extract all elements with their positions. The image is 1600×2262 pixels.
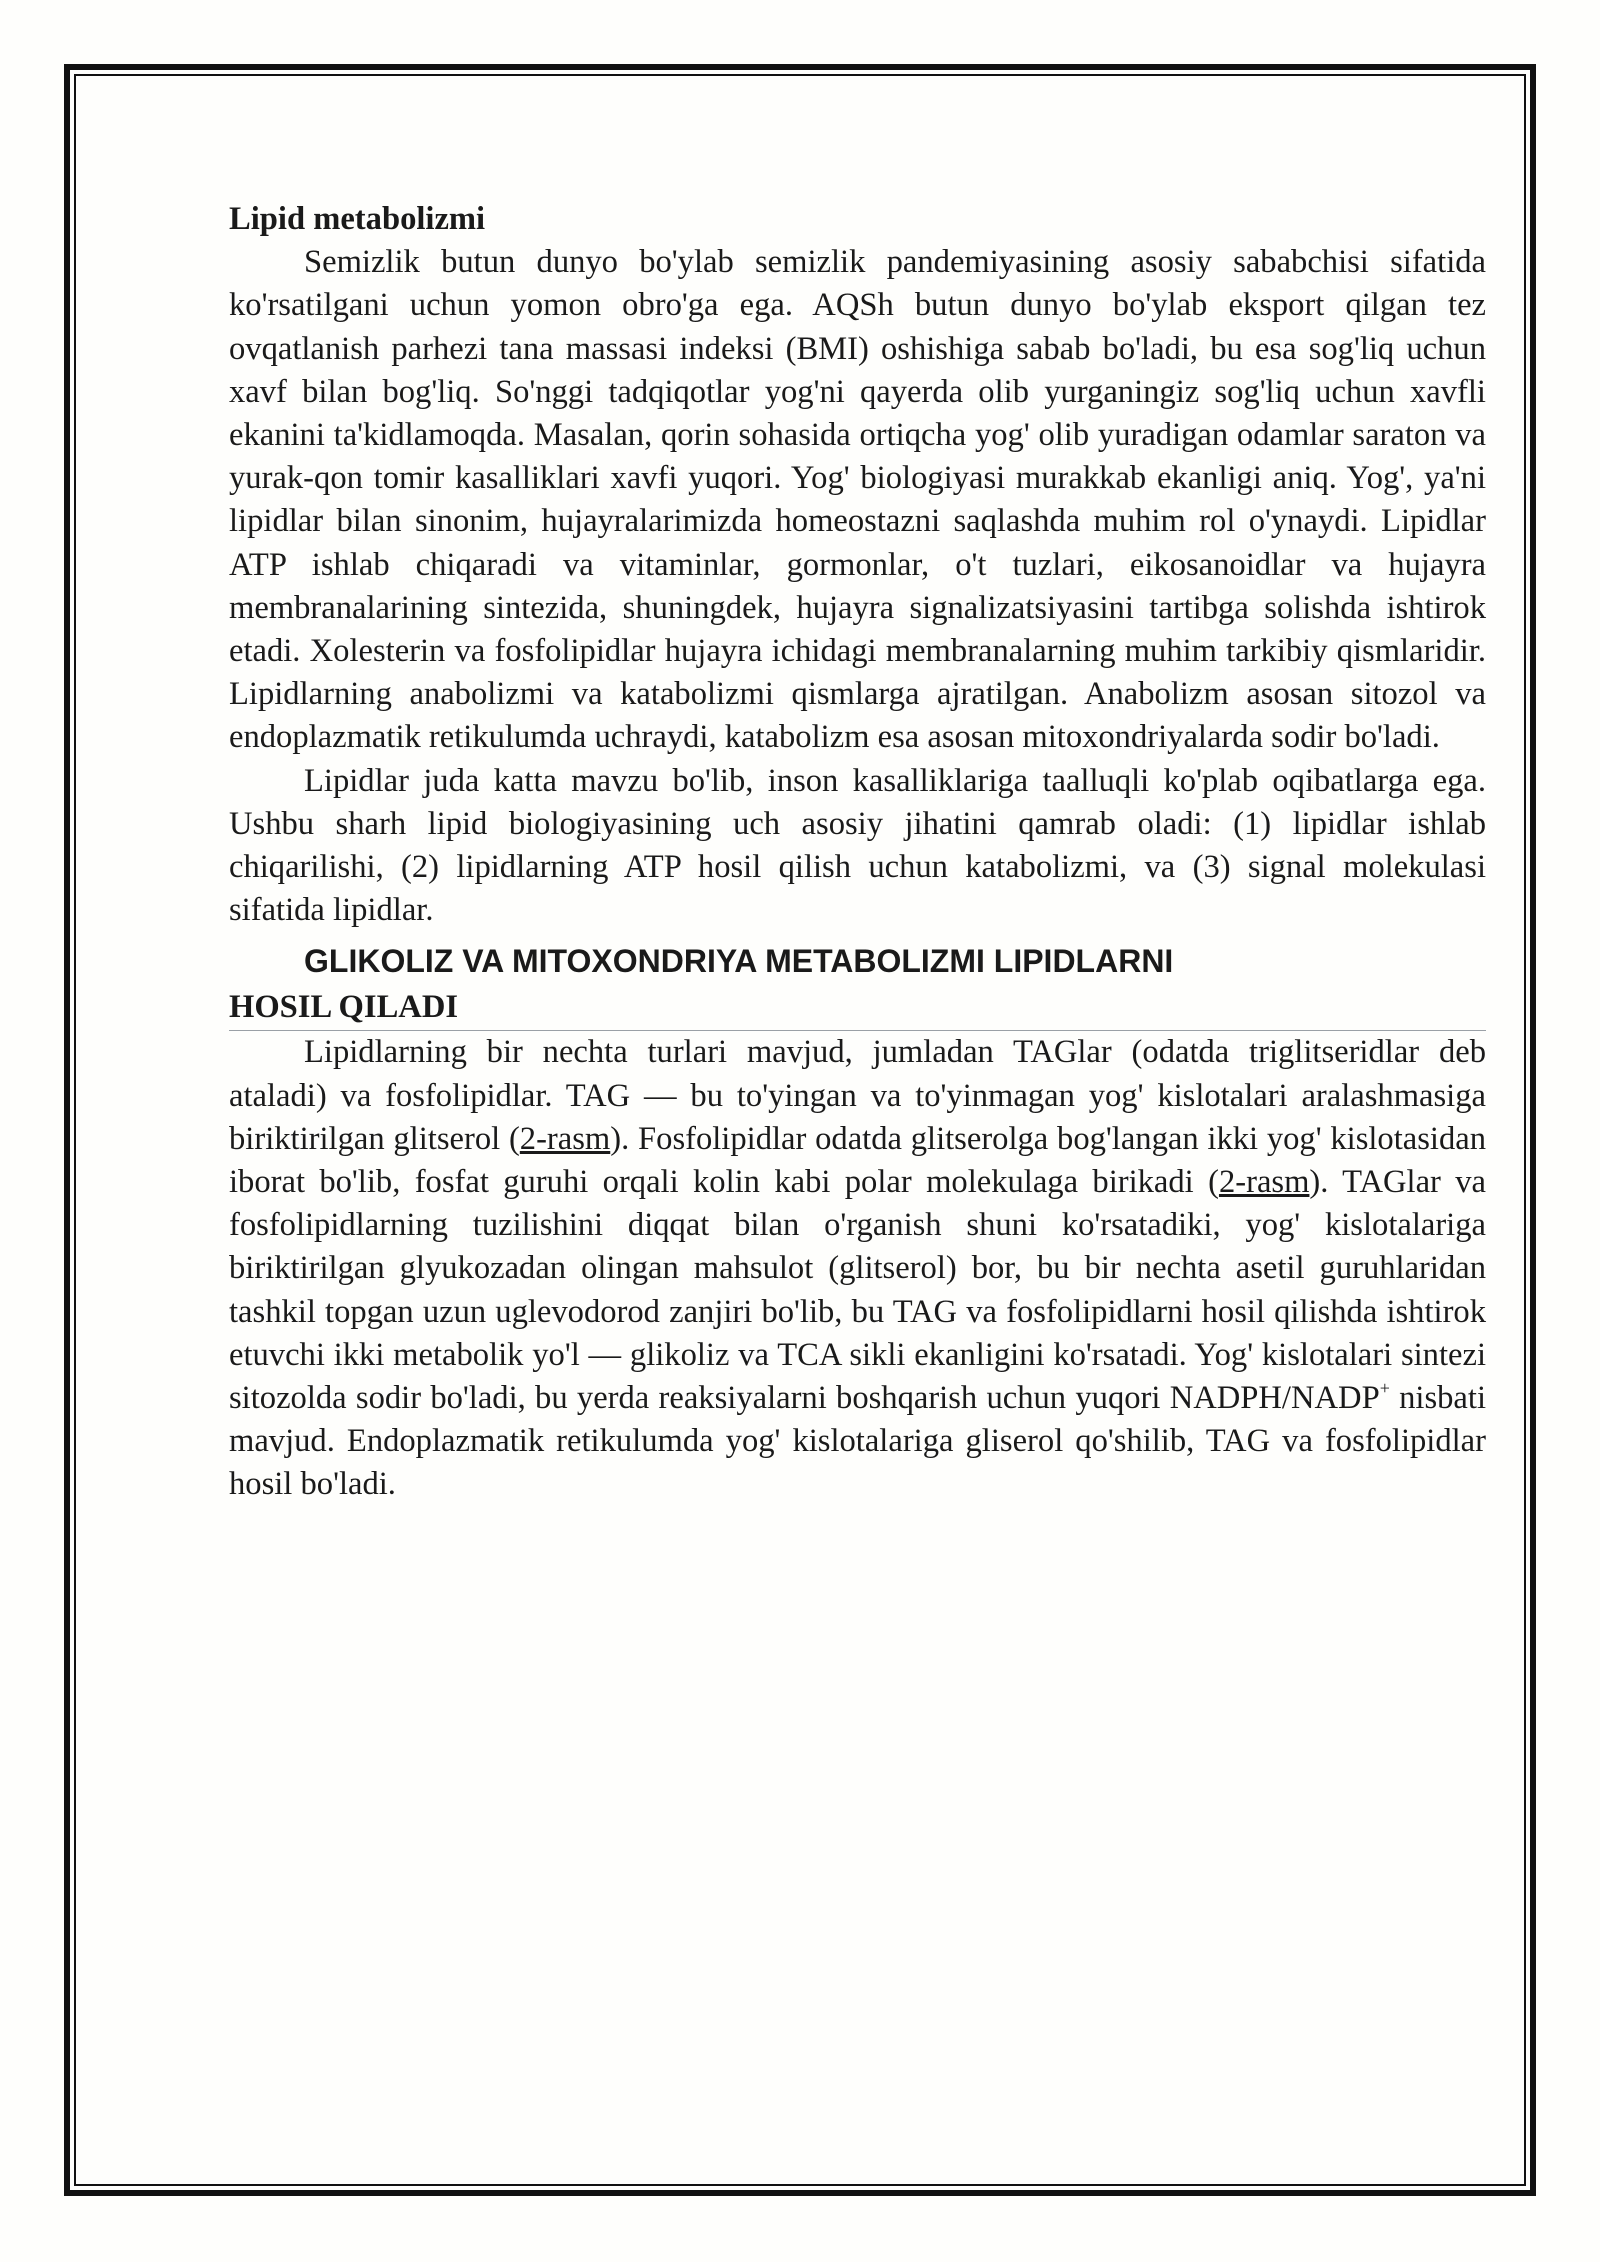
section-heading	[229, 938, 1486, 1031]
paragraph-obesity: Semizlik butun dunyo bo'ylab semizlik pandemiyasining asosiy sababchisi sifatida ko'rsatilgani uchun yomon obro'ga ega. AQSh butun dunyo bo'ylab eksport qilgan tez ovqatlanish parhezi tana massasi indeksi (BMI) oshishiga sabab bo'ladi, bu esa sog'liq uchun xavf bilan bog'liq. So'nggi tadqiqotlar yog'ni qayerda olib yurganingiz sog'liq uchun xavfli ekanini ta'kidlamoqda. Masalan, qorin sohasida ortiqcha yog' olib yuradigan odamlar saraton va yurak-qon tomir kasalliklari xavfi yuqori. Yog' biologiyasi murakkab ekanligi aniq. Yog', ya'ni lipidlar bilan sinonim, hujayralarimizda homeostazni saqlashda muhim rol o'ynaydi. Lipidlar ATP ishlab chiqaradi va vitaminlar, gormonlar, o't tuzlari, eikosanoidlar va hujayra membranalarining sintezida, shuningdek, hujayra signalizatsiyasini tartibga solishda ishtirok etadi. Xolesterin va fosfolipidlar hujayra ichidagi membranalarning muhim tarkibiy qismlaridir. Lipidlarning anabolizmi va katabolizmi qismlarga ajratilgan. Anabolizm asosan sitozol va endoplazmatik retikulumda uchraydi, katabolizm esa asosan mitoxondriyalarda sodir bo'ladi.	[229, 244, 1486, 756]
section-heading-line2: HOSIL QILADI	[229, 989, 459, 1026]
figure-link-2-second[interactable]: 2-rasm	[1218, 1164, 1310, 1201]
paragraph-text-part3: ). TAGlar va fosfolipidlarning tuzilishini diqqat bilan o'rganish shuni ko'rsatadiki, yog' kislotalariga biriktirilgan glyukozadan olingan mahsulot (glitserol) bor, bu bir nechta asetil guruhlaridan tashkil topgan uzun uglevodorod zanjiri bo'lib, bu TAG va fosfolipidlarni hosil qilishda ishtirok etuvchi ikki metabolik yo'l — glikoliz va TCA sikli ekanligini ko'rsatadi. Yog' kislotalari sintezi sitozolda sodir bo'ladi, bu yerda reaksiyalarni boshqarish uchun yuqori NADPH/NADP	[229, 1164, 1486, 1417]
paragraph-text-part4: nisbati mavjud. Endoplazmatik retikulumda yog' kislotalariga gliserol qo'shilib, TAG va fosfolipidlar hosil bo'ladi.	[229, 1380, 1486, 1503]
section-heading-line1: GLIKOLIZ VA MITOXONDRIYA METABOLIZMI LIPIDLARNI	[304, 943, 1174, 980]
figure-link-2[interactable]: 2-rasm	[519, 1120, 611, 1157]
document-title: Lipid metabolizmi	[229, 201, 486, 237]
document-body	[229, 198, 1486, 1507]
paragraph-text-part2: ). Fosfolipidlar odatda glitserolga bog'langan ikki yog' kislotasidan iborat bo'lib, fosfat guruhi orqali kolin kabi polar molekulaga birikadi (	[229, 1120, 1486, 1201]
paragraph-lipids-topic: Lipidlar juda katta mavzu bo'lib, inson kasalliklariga taalluqli ko'plab oqibatlarga ega. Ushbu sharh lipid biologiyasining uch asosiy jihatini qamrab oladi: (1) lipidlar ishlab chiqarilishi, (2) lipidlarning ATP hosil qilish uchun katabolizmi, va (3) signal molekulasi sifatida lipidlar.	[229, 762, 1486, 929]
paragraph-lipid-types	[229, 1031, 1486, 1506]
superscript-plus: +	[1379, 1378, 1390, 1399]
paragraph-text-part1: Lipidlarning bir nechta turlari mavjud, jumladan TAGlar (odatda triglitseridlar deb ataladi) va fosfolipidlar. TAG — bu to'yingan va to'yinmagan yog' kislotalari aralashmasiga biriktirilgan glitserol (	[229, 1034, 1486, 1157]
